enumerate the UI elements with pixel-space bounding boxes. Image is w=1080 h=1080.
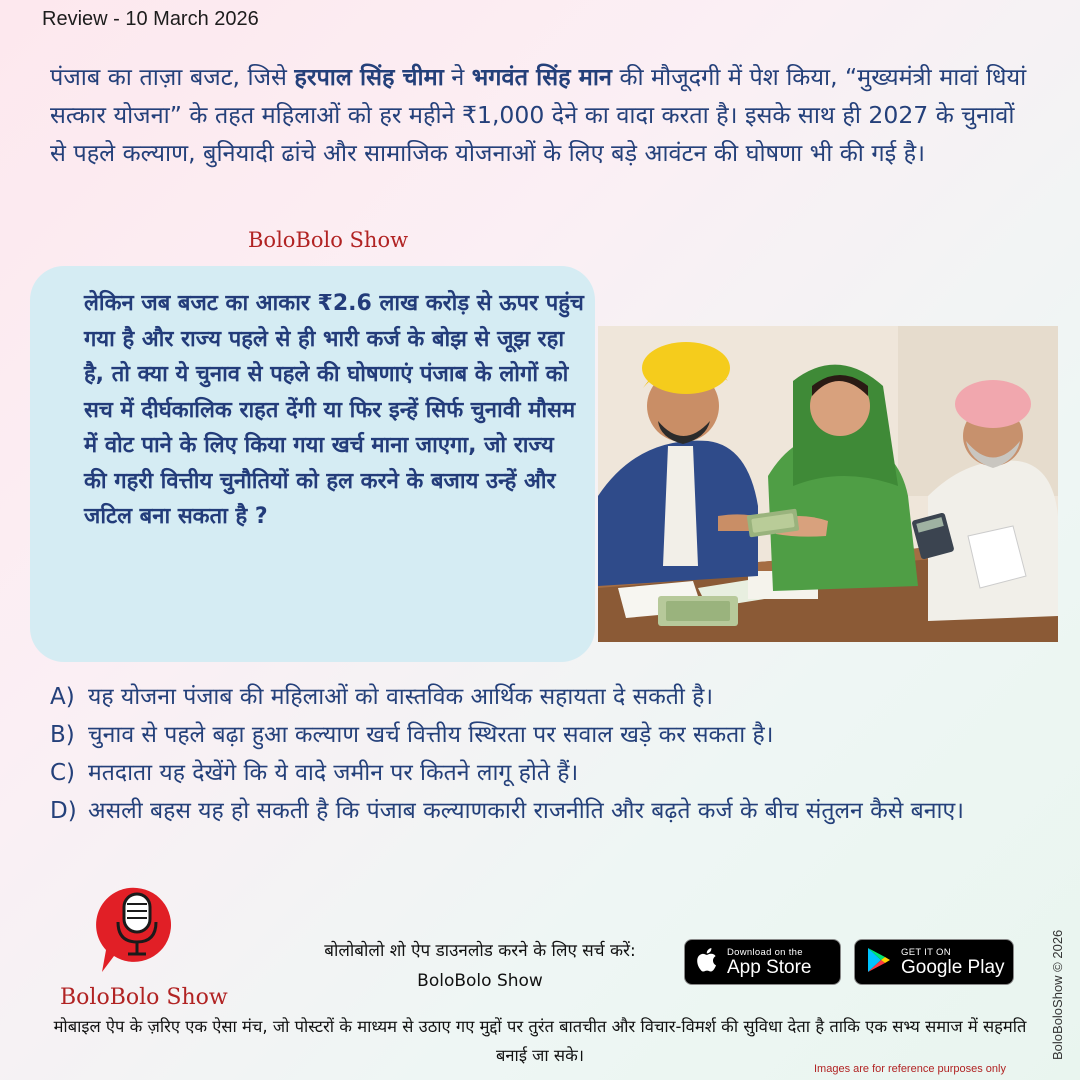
image-disclaimer: Images are for reference purposes only: [814, 1063, 1006, 1075]
google-play-button[interactable]: [854, 939, 1014, 985]
option-text: चुनाव से पहले बढ़ा हुआ कल्याण खर्च वित्तीय स्थिरता पर सवाल खड़े कर सकता है।: [88, 722, 774, 748]
option-text: असली बहस यह हो सकती है कि पंजाब कल्याणकारी राजनीति और बढ़ते कर्ज के बीच संतुलन कैसे बनाए।: [88, 798, 964, 824]
brand-watermark: BoloBolo Show: [248, 228, 409, 252]
option-letter: B): [50, 722, 75, 748]
review-date: Review - 10 March 2026: [42, 8, 259, 30]
option-letter: C): [50, 760, 76, 786]
footer-description: मोबाइल ऐप के ज़रिए एक ऐसा मंच, जो पोस्टरों के माध्यम से उठाए गए मुद्दों पर तुरंत बातचीत और विचार-विमर्श की सुविधा देता है ताकि एक सभ्य समाज में सहमति बनाई जा सके।: [53, 1017, 1027, 1065]
apple-icon: [697, 947, 719, 977]
brand-logo-text: BoloBolo Show: [60, 985, 228, 1010]
budget-handover-illustration: [598, 326, 1058, 642]
option-text: मतदाता यह देखेंगे कि ये वादे जमीन पर कितने लागू होते हैं।: [88, 760, 579, 786]
intro-name-finance-minister: हरपाल सिंह चीमा: [294, 63, 444, 91]
app-store-small-text: Download on the: [727, 946, 803, 958]
option-letter: A): [50, 684, 75, 710]
option-text: यह योजना पंजाब की महिलाओं को वास्तविक आर्थिक सहायता दे सकती है।: [88, 684, 714, 710]
intro-part3: की मौजूदगी में पेश किया, “मुख्यमंत्री मावां धियां सत्कार योजना” के तहत महिलाओं को हर महीने ₹1,000 देने का वादा करता है। इसके साथ ही 2027 के चुनावों से पहले कल्याण, बुनियादी ढांचे और सामाजिक योजनाओं के लिए बड़े आवंटन की घोषणा भी की गई है।: [50, 63, 1027, 167]
option-a: [50, 678, 1040, 716]
option-b: [50, 716, 1040, 754]
microphone-logo-icon: [92, 880, 182, 980]
intro-part1: पंजाब का ताज़ा बजट, जिसे: [50, 63, 295, 91]
question-text: लेकिन जब बजट का आकार ₹2.6 लाख करोड़ से ऊपर पहुंच गया है और राज्य पहले से ही भारी कर्ज के बोझ से जूझ रहा है, तो क्या ये चुनाव से पहले की घोषणाएं पंजाब के लोगों को सच में दीर्घकालिक राहत देंगी या फिर इन्हें सिर्फ चुनावी मौसम में वोट पाने के लिए किया गया खर्च माना जाएगा, जो राज्य की गहरी वित्तीय चुनौतियों को हल करने के बजाय उन्हें और जटिल बना सकता है ?: [84, 291, 584, 529]
app-store-big-text: App Store: [727, 956, 812, 978]
google-play-icon: [867, 947, 891, 977]
google-play-big-text: Google Play: [901, 956, 1005, 978]
app-caption-line2: BoloBolo Show: [417, 971, 543, 991]
intro-part2: ने: [443, 63, 472, 91]
app-store-button[interactable]: [684, 939, 841, 985]
intro-paragraph: [50, 58, 1035, 172]
copyright-text: BoloBoloShow © 2026: [1050, 929, 1065, 1060]
app-caption-line1: बोलोबोलो शो ऐप डाउनलोड करने के लिए सर्च करें:: [324, 941, 636, 961]
google-play-small-text: GET IT ON: [901, 946, 951, 958]
intro-name-chief-minister: भगवंत सिंह मान: [471, 63, 612, 91]
app-download-caption: [270, 936, 690, 996]
option-letter: D): [50, 798, 77, 824]
answer-options: [50, 678, 1040, 830]
option-c: [50, 754, 1040, 792]
option-d: [50, 792, 1040, 830]
